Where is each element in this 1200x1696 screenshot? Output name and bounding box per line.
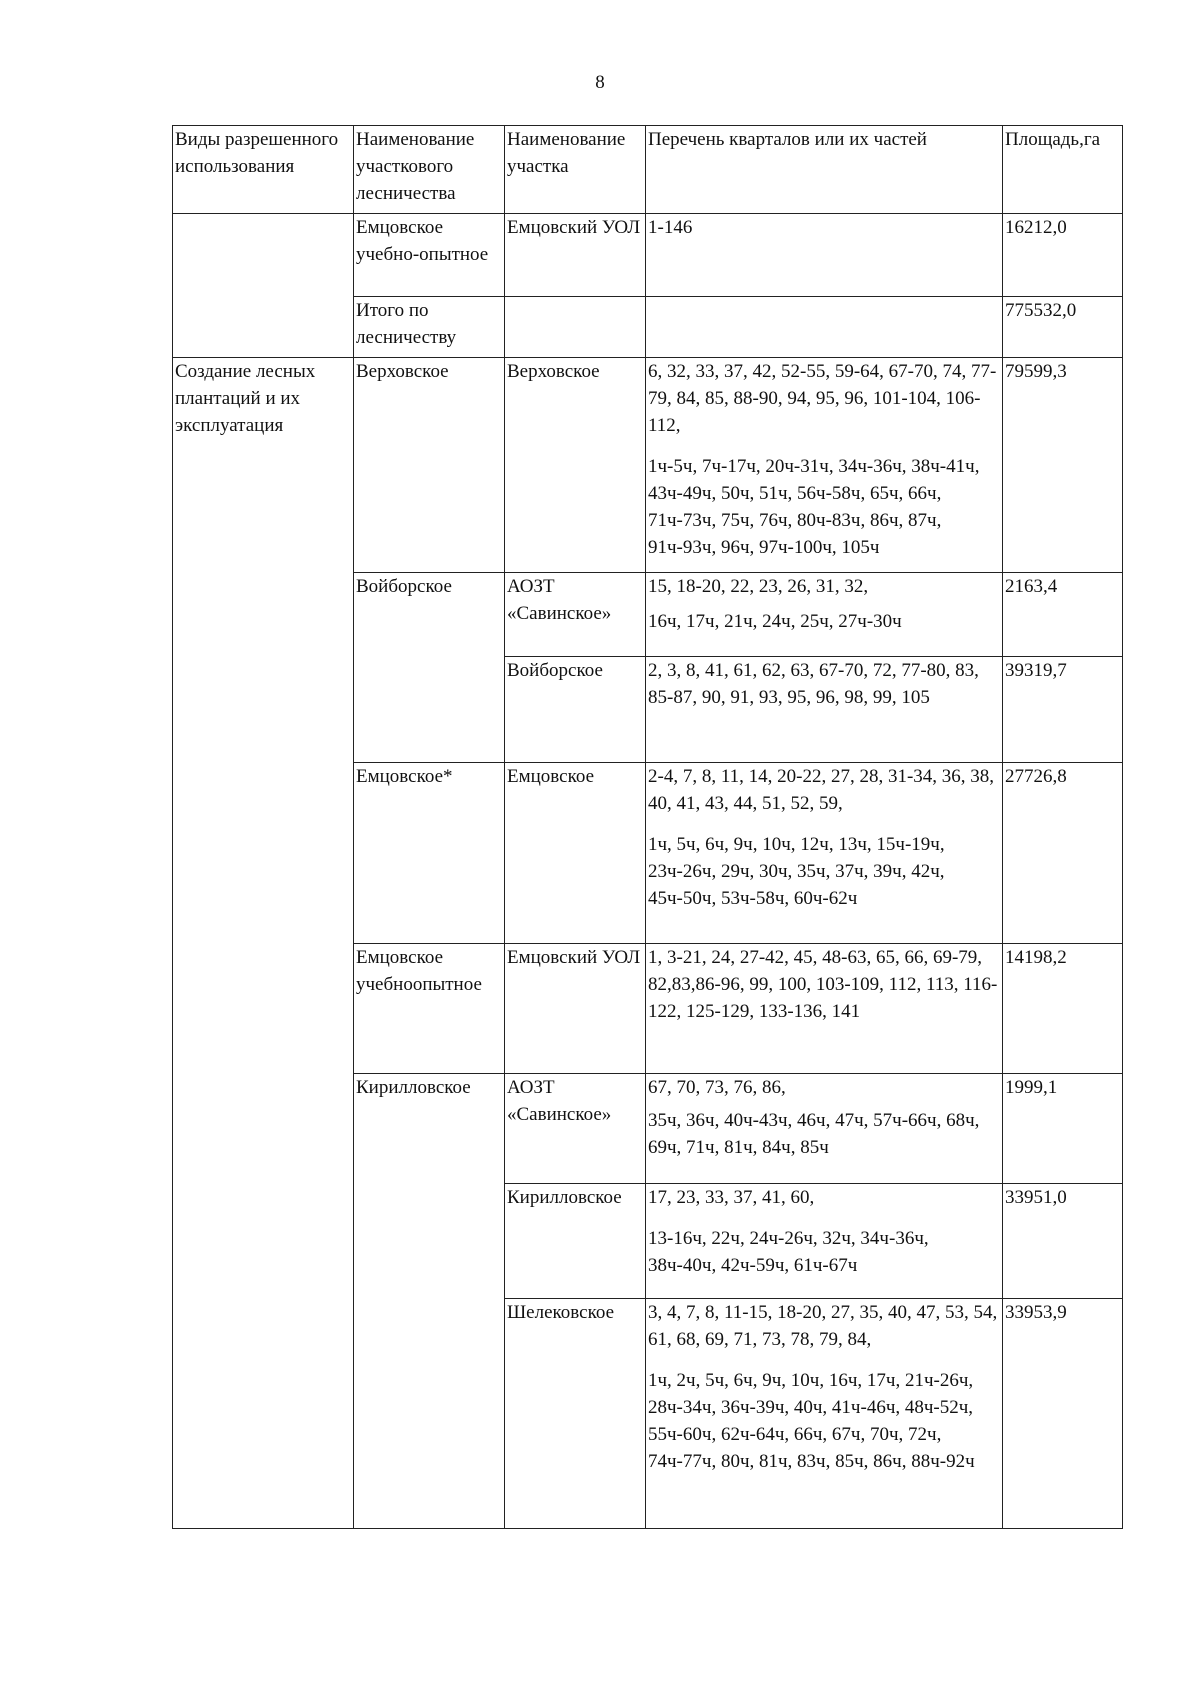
quarters-cell: 2, 3, 8, 41, 61, 62, 63, 67-70, 72, 77-80, 83, 85-87, 90, 91, 93, 95, 96, 98, 99, 105 (646, 657, 1003, 763)
header-quarters: Перечень кварталов или их частей (646, 126, 1003, 214)
quarters-cell (646, 1184, 1003, 1299)
quarters-partial-list: 1ч, 2ч, 5ч, 6ч, 9ч, 10ч, 16ч, 17ч, 21ч-26ч, 28ч-34ч, 36ч-39ч, 40ч, 41ч-46ч, 48ч-52ч, 55ч-60ч, 62ч-64ч, 66ч, 67ч, 70ч, 72ч, 74ч-77ч, 80ч, 81ч, 83ч, 85ч, 86ч, 88ч-92ч (648, 1370, 975, 1472)
table-row (173, 214, 1123, 297)
forestry-cell: Войборское (354, 573, 505, 763)
quarters-full-list: 3, 4, 7, 8, 11-15, 18-20, 27, 35, 40, 47, 53, 54, 61, 68, 69, 71, 73, 78, 79, 84, (648, 1302, 998, 1350)
header-forestry: Наименование участкового лесничества (354, 126, 505, 214)
area-cell: 33951,0 (1003, 1184, 1123, 1299)
plot-cell-empty (505, 297, 646, 358)
use-type-cell: Создание лесных плантаций и их эксплуатация (173, 358, 354, 1529)
area-cell: 14198,2 (1003, 944, 1123, 1074)
use-type-cell-empty (173, 214, 354, 358)
plot-cell: АОЗТ «Савинское» (505, 1074, 646, 1184)
plot-cell: Емцовское (505, 763, 646, 944)
area-cell: 33953,9 (1003, 1299, 1123, 1529)
area-cell: 1999,1 (1003, 1074, 1123, 1184)
table-header-row (173, 126, 1123, 214)
forestry-cell: Емцовское* (354, 763, 505, 944)
quarters-cell (646, 763, 1003, 944)
quarters-cell (646, 1074, 1003, 1184)
forestry-cell: Верховское (354, 358, 505, 573)
header-use-type: Виды разрешенного использования (173, 126, 354, 214)
quarters-full-list: 6, 32, 33, 37, 42, 52-55, 59-64, 67-70, 74, 77-79, 84, 85, 88-90, 94, 95, 96, 101-104, 106-112, (648, 361, 997, 436)
quarters-full-list: 67, 70, 73, 76, 86, (648, 1077, 786, 1098)
forestry-cell: Емцовское учебноопытное (354, 944, 505, 1074)
area-cell: 2163,4 (1003, 573, 1123, 657)
quarters-partial-list: 1ч, 5ч, 6ч, 9ч, 10ч, 12ч, 13ч, 15ч-19ч, 23ч-26ч, 29ч, 30ч, 35ч, 37ч, 39ч, 42ч, 45ч-50ч, 53ч-58ч, 60ч-62ч (648, 834, 945, 909)
plot-cell: Шелековское (505, 1299, 646, 1529)
forestry-cell: Кирилловское (354, 1074, 505, 1529)
plot-cell: Войборское (505, 657, 646, 763)
quarters-cell-empty (646, 297, 1003, 358)
page-number: 8 (595, 72, 605, 93)
forestry-total-cell: Итого по лесничеству (354, 297, 505, 358)
plot-cell: Емцовский УОЛ (505, 214, 646, 297)
quarters-partial-list: 35ч, 36ч, 40ч-43ч, 46ч, 47ч, 57ч-66ч, 68ч, 69ч, 71ч, 81ч, 84ч, 85ч (648, 1110, 980, 1158)
plot-cell: АОЗТ «Савинское» (505, 573, 646, 657)
area-cell: 39319,7 (1003, 657, 1123, 763)
quarters-cell: 1-146 (646, 214, 1003, 297)
quarters-full-list: 2-4, 7, 8, 11, 14, 20-22, 27, 28, 31-34, 36, 38, 40, 41, 43, 44, 51, 52, 59, (648, 766, 995, 814)
quarters-full-list: 17, 23, 33, 37, 41, 60, (648, 1187, 815, 1208)
area-cell: 79599,3 (1003, 358, 1123, 573)
forest-use-table (172, 125, 1123, 1529)
table-row (173, 358, 1123, 573)
area-total-cell: 775532,0 (1003, 297, 1123, 358)
area-cell: 27726,8 (1003, 763, 1123, 944)
header-plot: Наименование участка (505, 126, 646, 214)
quarters-full-list: 15, 18-20, 22, 23, 26, 31, 32, (648, 576, 869, 597)
plot-cell: Кирилловское (505, 1184, 646, 1299)
quarters-cell (646, 573, 1003, 657)
plot-cell: Емцовский УОЛ (505, 944, 646, 1074)
plot-cell: Верховское (505, 358, 646, 573)
quarters-cell (646, 358, 1003, 573)
quarters-cell: 1, 3-21, 24, 27-42, 45, 48-63, 65, 66, 69-79, 82,83,86-96, 99, 100, 103-109, 112, 113, 116-122, 125-129, 133-136, 141 (646, 944, 1003, 1074)
quarters-cell (646, 1299, 1003, 1529)
quarters-partial-list: 16ч, 17ч, 21ч, 24ч, 25ч, 27ч-30ч (648, 611, 902, 632)
quarters-partial-list: 1ч-5ч, 7ч-17ч, 20ч-31ч, 34ч-36ч, 38ч-41ч, 43ч-49ч, 50ч, 51ч, 56ч-58ч, 65ч, 66ч, 71ч-73ч, 75ч, 76ч, 80ч-83ч, 86ч, 87ч, 91ч-93ч, 96ч, 97ч-100ч, 105ч (648, 456, 980, 558)
header-area: Площадь,га (1003, 126, 1123, 214)
forestry-cell: Емцовское учебно-опытное (354, 214, 505, 297)
area-cell: 16212,0 (1003, 214, 1123, 297)
quarters-partial-list: 13-16ч, 22ч, 24ч-26ч, 32ч, 34ч-36ч, 38ч-40ч, 42ч-59ч, 61ч-67ч (648, 1228, 929, 1276)
